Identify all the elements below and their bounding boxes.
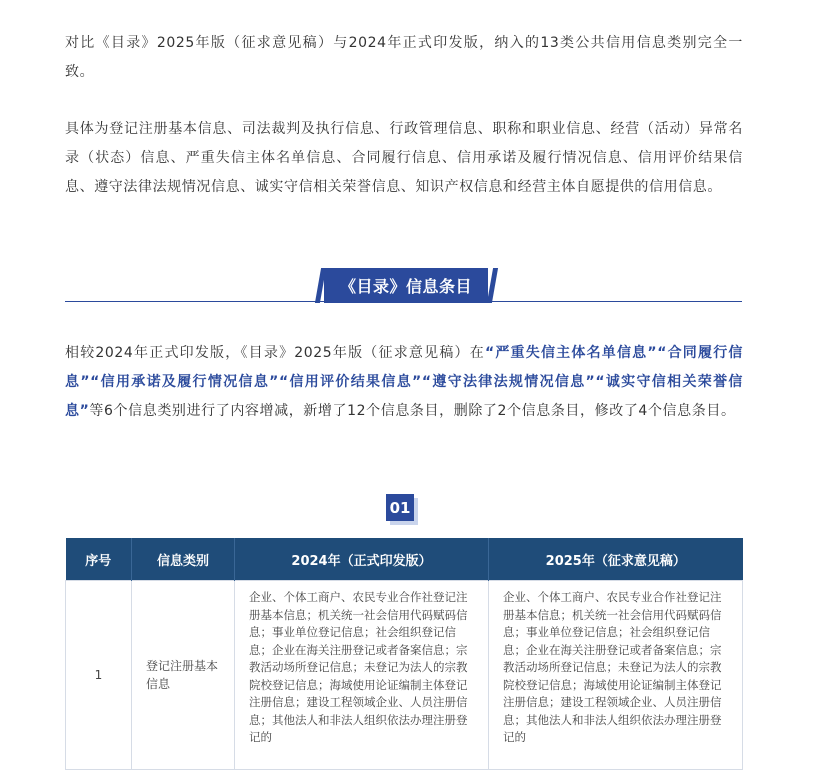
changes-intro-text: 相较2024年正式印发版，《目录》2025年版（征求意见稿）在: [65, 345, 485, 361]
header-category: 信息类别: [132, 538, 235, 581]
cell-category: 登记注册基本信息: [132, 581, 235, 770]
changed-categories-highlight: “严重失信主体名单信息”“合同履行信息”“信用承诺及履行情况信息”“信用评价结果信息”“遵守法律法规情况信息”“诚实守信相关荣誉信息”: [65, 345, 744, 419]
cell-2024-content: 企业、个体工商户、农民专业合作社登记注册基本信息；机关统一社会信用代码赋码信息；事业单位登记信息；社会组织登记信息；企业在海关注册登记或者备案信息；宗教活动场所登记信息；未登记为法人的宗教院校登记信息；海域使用论证编制主体登记注册信息；建设工程领域企业、人员注册信息；其他法人和非法人组织依法办理注册登记的: [235, 581, 489, 770]
table-row: [66, 581, 743, 770]
header-index: 序号: [66, 538, 132, 581]
section-number-badge: [386, 494, 416, 522]
banner-right-accent: [487, 268, 498, 303]
cell-2025-content: 企业、个体工商户、农民专业合作社登记注册基本信息；机关统一社会信用代码赋码信息；事业单位登记信息；社会组织登记信息；企业在海关注册登记或者备案信息；宗教活动场所登记信息；未登记为法人的宗教院校登记信息；海域使用论证编制主体登记注册信息；建设工程领域企业、人员注册信息；其他法人和非法人组织依法办理注册登记的: [489, 581, 743, 770]
badge-number: 01: [386, 494, 414, 521]
info-comparison-table: [65, 538, 743, 770]
paragraph-catalog-comparison: 对比《目录》2025年版（征求意见稿）与2024年正式印发版，纳入的13类公共信用信息类别完全一致。: [65, 35, 743, 80]
header-2025-version: 2025年（征求意见稿）: [489, 538, 743, 581]
changes-outro-text: 等6个信息类别进行了内容增减，新增了12个信息条目，删除了2个信息条目，修改了4个信息条目。: [89, 403, 736, 419]
section-banner-title: 《目录》信息条目: [324, 268, 488, 303]
paragraph-category-list: 具体为登记注册基本信息、司法裁判及执行信息、行政管理信息、职称和职业信息、经营（活动）异常名录（状态）信息、严重失信主体名单信息、合同履行信息、信用承诺及履行情况信息、信用评价结果信息、遵守法律法规情况信息、诚实守信相关荣誉信息、知识产权信息和经营主体自愿提供的信用信息。: [65, 121, 743, 195]
paragraph-changes-summary: [65, 339, 743, 426]
header-2024-version: 2024年（正式印发版）: [235, 538, 489, 581]
section-banner: [318, 268, 494, 303]
table-header-row: [66, 538, 743, 581]
cell-index: 1: [66, 581, 132, 770]
